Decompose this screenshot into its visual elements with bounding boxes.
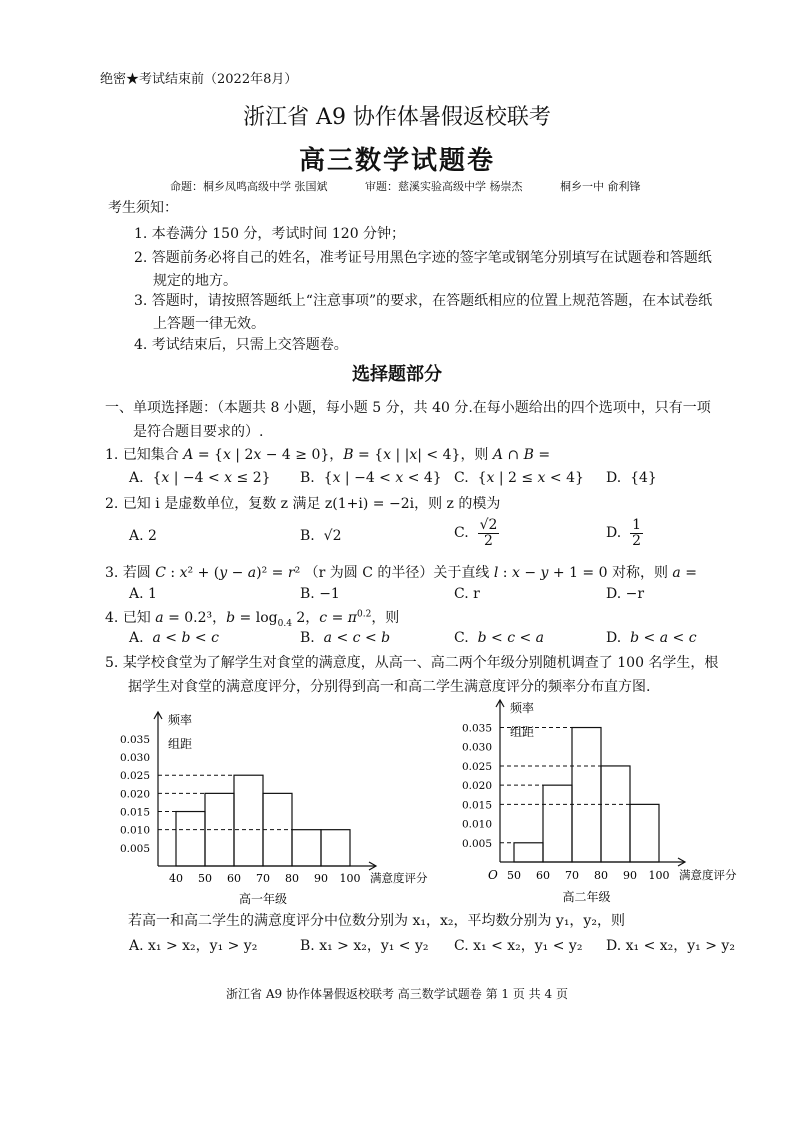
histogram-bar bbox=[176, 812, 205, 866]
chart-title: 高一年级 bbox=[238, 892, 288, 906]
question-2: 2. 已知 i 是虚数单位，复数 z 满足 z(1+i) = −2i，则 z 的模为 bbox=[105, 496, 501, 512]
q1-option-a: A. {x | −4 < x ≤ 2} bbox=[129, 470, 271, 486]
q2-stem: 已知 i 是虚数单位，复数 z 满足 z(1+i) = −2i，则 z 的模为 bbox=[122, 496, 501, 512]
notes-heading: 考生须知： bbox=[108, 200, 178, 216]
authors-line bbox=[170, 178, 675, 194]
part1-instruction-cont: 是符合题目要求的）. bbox=[133, 424, 264, 440]
histogram-bar bbox=[630, 804, 659, 862]
note-1: 1. 本卷满分 150 分，考试时间 120 分钟； bbox=[134, 226, 406, 242]
y-tick-label: 0.005 bbox=[119, 842, 150, 855]
y-label-top: 频率 bbox=[168, 713, 193, 727]
q2-option-d: D. $\frac{1}{2}$ bbox=[606, 517, 642, 549]
reviewer-2: 桐乡一中 俞利锋 bbox=[560, 180, 641, 193]
q1-option-d: D. {4} bbox=[606, 470, 657, 486]
q1-number: 1. bbox=[105, 447, 119, 463]
x-axis-label: 满意度评分 bbox=[679, 868, 737, 882]
x-tick-label: 60 bbox=[536, 869, 550, 882]
x-tick-label: 80 bbox=[285, 872, 299, 885]
histogram-grade-2 bbox=[452, 690, 752, 905]
q2-option-b: B. √2 bbox=[300, 528, 342, 544]
note-4: 4. 考试结束后，只需上交答题卷。 bbox=[134, 337, 348, 353]
histogram-bar bbox=[514, 843, 543, 862]
author: 命题：桐乡凤鸣高级中学 张国斌 bbox=[170, 180, 328, 193]
y-tick-label: 0.035 bbox=[119, 733, 150, 746]
q1-option-c: C. {x | 2 ≤ x < 4} bbox=[454, 470, 584, 486]
section-title: 选择题部分 bbox=[352, 364, 442, 385]
x-tick-label: 70 bbox=[256, 872, 270, 885]
y-label-bottom: 组距 bbox=[510, 725, 535, 739]
x-tick-label: 50 bbox=[198, 872, 212, 885]
y-tick-label: 0.020 bbox=[461, 780, 492, 793]
y-tick-label: 0.010 bbox=[461, 818, 492, 831]
y-tick-label: 0.025 bbox=[461, 760, 492, 773]
histogram-grade-1 bbox=[110, 700, 440, 910]
part1-instruction: 一、单项选择题：（本题共 8 小题，每小题 5 分，共 40 分.在每小题给出的四个选项中，只有一项 bbox=[105, 400, 711, 416]
histogram-bar bbox=[543, 785, 572, 862]
histogram-bar bbox=[234, 775, 263, 866]
origin-label: O bbox=[488, 868, 498, 882]
x-tick-label: 70 bbox=[565, 869, 579, 882]
y-tick-label: 0.015 bbox=[461, 799, 492, 812]
q4-option-d: D. b < a < c bbox=[606, 630, 697, 646]
y-label-bottom: 组距 bbox=[168, 737, 193, 751]
histogram-bar bbox=[601, 766, 630, 862]
q5-option-c: C. x₁ < x₂，y₁ < y₂ bbox=[454, 938, 583, 954]
y-tick-label: 0.030 bbox=[119, 752, 150, 765]
histogram-bar bbox=[321, 830, 350, 866]
question-5: 5. 某学校食堂为了解学生对食堂的满意度，从高一、高二两个年级分别随机调查了 100 名学生，根 bbox=[105, 655, 719, 671]
x-tick-label: 100 bbox=[339, 872, 361, 885]
note-2-cont: 规定的地方。 bbox=[153, 273, 237, 289]
paper-title: 高三数学试题卷 bbox=[298, 146, 495, 176]
histogram-bar bbox=[572, 728, 601, 862]
note-3: 3. 答题时，请按照答题纸上“注意事项”的要求，在答题纸相应的位置上规范答题，在本试卷纸 bbox=[134, 293, 713, 309]
q5-option-b: B. x₁ > x₂，y₁ < y₂ bbox=[300, 938, 429, 954]
x-tick-label: 90 bbox=[314, 872, 328, 885]
q4-option-b: B. a < c < b bbox=[300, 630, 391, 646]
question-5-cont: 据学生对食堂的满意度评分，分别得到高一和高二学生满意度评分的频率分布直方图. bbox=[128, 679, 651, 695]
chart-title: 高二年级 bbox=[562, 890, 611, 904]
x-tick-label: 80 bbox=[594, 869, 608, 882]
page-footer: 浙江省 A9 协作体暑假返校联考 高三数学试题卷 第 1 页 共 4 页 bbox=[226, 987, 568, 1001]
question-4: 4. 已知 a = 0.2³，$b = \log_{0.4} 2$，$c = \pi^{0.2}$，则 bbox=[105, 609, 400, 629]
q4-option-c: C. b < c < a bbox=[454, 630, 545, 646]
q3-option-a: A. 1 bbox=[129, 586, 157, 602]
q5-option-a: A. x₁ > x₂，y₁ > y₂ bbox=[129, 938, 258, 954]
note-3-cont: 上答题一律无效。 bbox=[153, 316, 265, 332]
x-tick-label: 90 bbox=[623, 869, 637, 882]
q1-stem: 已知集合 bbox=[122, 447, 179, 463]
reviewer-1: 审题：慈溪实验高级中学 杨崇杰 bbox=[365, 180, 523, 193]
note-2: 2. 答题前务必将自己的姓名，准考证号用黑色字迹的签字笔或钢笔分别填写在试题卷和答题纸 bbox=[134, 250, 712, 266]
x-tick-label: 50 bbox=[507, 869, 521, 882]
y-tick-label: 0.035 bbox=[461, 722, 492, 735]
q5-option-d: D. x₁ < x₂，y₁ > y₂ bbox=[606, 938, 735, 954]
q2-option-c: C. $\frac{√2}{2}$ bbox=[454, 517, 498, 549]
question-3: 3. 若圆 C : x² + (y − a)² = r² （r 为圆 C 的半径）关于直线 l : x − y + 1 = 0 对称，则 a = bbox=[105, 565, 697, 581]
x-tick-label: 60 bbox=[227, 872, 241, 885]
exam-title: 浙江省 A9 协作体暑假返校联考 bbox=[243, 105, 551, 130]
confidential-note: 绝密★考试结束前（2022年8月） bbox=[100, 72, 298, 87]
q3-option-b: B. −1 bbox=[300, 586, 340, 602]
y-label-top: 频率 bbox=[510, 701, 535, 715]
y-tick-label: 0.015 bbox=[119, 806, 150, 819]
x-axis-label: 满意度评分 bbox=[370, 871, 428, 885]
q2-option-a: A. 2 bbox=[129, 528, 157, 544]
y-tick-label: 0.010 bbox=[119, 824, 150, 837]
question-5-ask: 若高一和高二学生的满意度评分中位数分别为 x₁，x₂，平均数分别为 y₁，y₂，则 bbox=[128, 913, 625, 929]
y-tick-label: 0.005 bbox=[461, 837, 492, 850]
q3-option-d: D. −r bbox=[606, 586, 645, 602]
q4-option-a: A. a < b < c bbox=[129, 630, 219, 646]
y-tick-label: 0.020 bbox=[119, 788, 150, 801]
x-tick-label: 100 bbox=[648, 869, 670, 882]
y-tick-label: 0.030 bbox=[461, 741, 492, 754]
histogram-bar bbox=[292, 830, 321, 866]
q1-option-b: B. {x | −4 < x < 4} bbox=[300, 470, 442, 486]
q3-option-c: C. r bbox=[454, 586, 480, 602]
question-1: 1. 已知集合 A = {x | 2x − 4 ≥ 0}，B = {x | |x| < 4}，则 A ∩ B = bbox=[105, 447, 551, 463]
x-tick-label: 40 bbox=[169, 872, 183, 885]
y-tick-label: 0.025 bbox=[119, 770, 150, 783]
